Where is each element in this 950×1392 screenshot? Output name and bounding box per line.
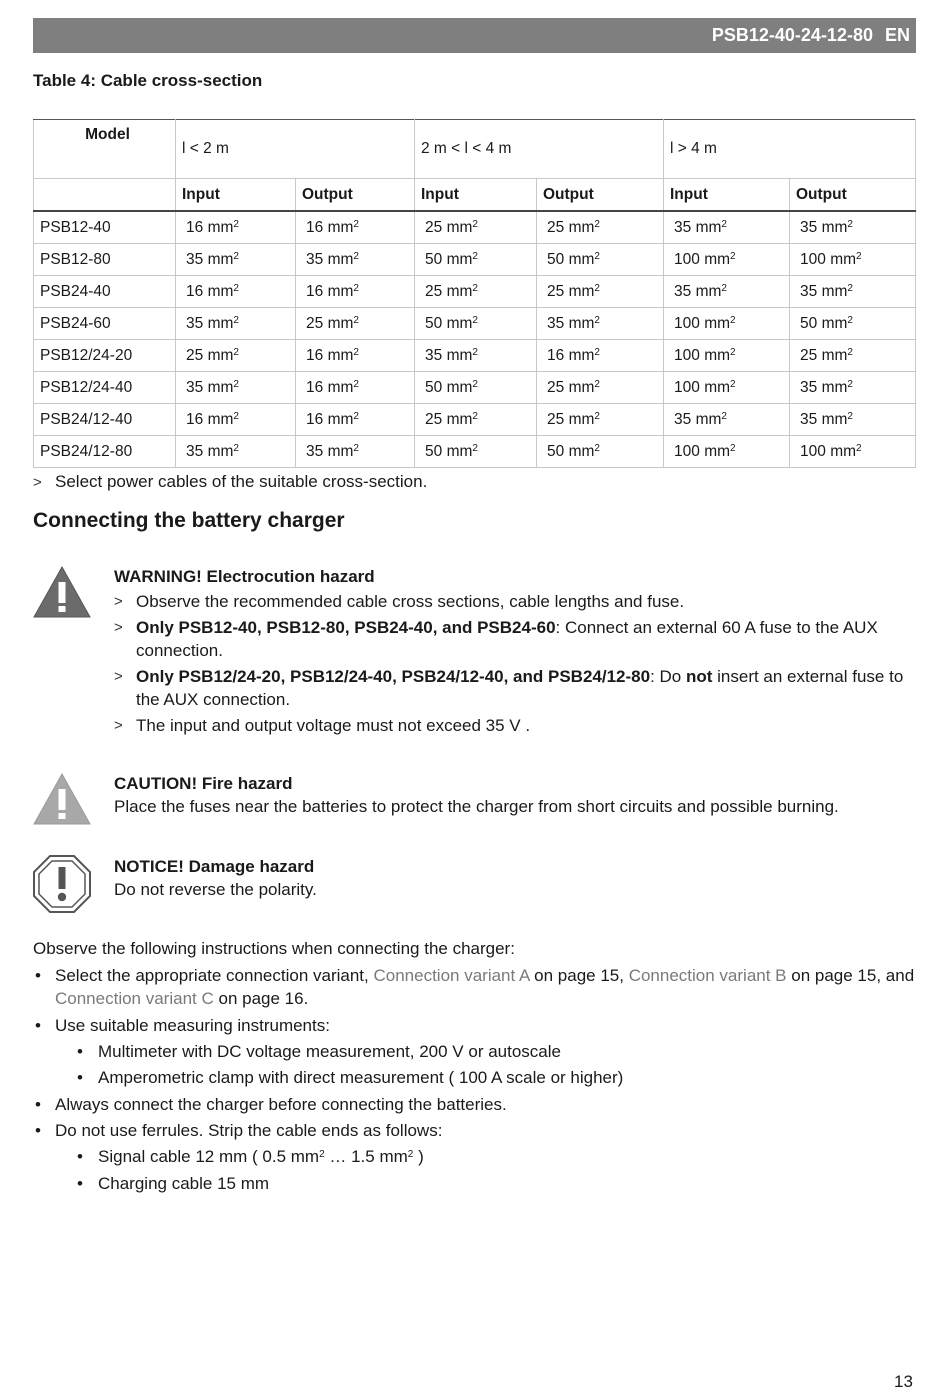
value-cell: 16 $mm^2$ <box>176 276 296 308</box>
page-header-bar <box>33 18 916 53</box>
sub-list-item: • Charging cable 15 mm <box>55 1172 916 1195</box>
value-cell: 16 $mm^2$ <box>176 404 296 436</box>
model-cell: PSB24-40 <box>34 276 176 308</box>
sub-header: Output <box>537 179 664 212</box>
value-cell: 35 $mm^2$ <box>664 276 790 308</box>
value-cell: 16 $mm^2$ <box>296 211 415 244</box>
value-cell: 35 $mm^2$ <box>790 276 916 308</box>
list-item: • Select the appropriate connection variant, Connection variant A on page 15, Connection variant B on page 15, and Connection variant C on page 16. <box>33 964 916 1010</box>
value-cell: 50 $mm^2$ <box>415 308 537 340</box>
value-cell: 50 $mm^2$ <box>415 436 537 468</box>
table-row <box>34 340 916 372</box>
value-cell: 16 $mm^2$ <box>537 340 664 372</box>
table-title: Table 4: Cable cross-section <box>33 71 263 90</box>
arrow-icon: > <box>114 717 123 734</box>
sub-header: Output <box>790 179 916 212</box>
table-row <box>34 276 916 308</box>
table-row <box>34 372 916 404</box>
value-cell: 50 $mm^2$ <box>415 244 537 276</box>
connection-variant-b-link[interactable]: Connection variant B <box>628 966 787 985</box>
warning-title: WARNING! Electrocution hazard <box>114 567 375 586</box>
section-title: Connecting the battery charger <box>33 509 345 532</box>
value-cell: 35 $mm^2$ <box>176 436 296 468</box>
value-cell: 35 $mm^2$ <box>296 244 415 276</box>
value-cell: 16 $mm^2$ <box>296 372 415 404</box>
instructions-intro: Observe the following instructions when connecting the charger: <box>33 939 515 958</box>
warning-item: > The input and output voltage must not exceed 35 V . <box>114 716 531 735</box>
warning-item: > Observe the recommended cable cross sections, cable lengths and fuse. <box>114 592 685 611</box>
cable-note <box>33 472 427 492</box>
arrow-icon: > <box>114 668 123 685</box>
notice-title: NOTICE! Damage hazard <box>114 857 315 876</box>
group-header: l < 2 m <box>176 120 415 179</box>
table-row <box>34 436 916 468</box>
model-cell: PSB24-60 <box>34 308 176 340</box>
table-body <box>34 211 916 468</box>
value-cell: 25 $mm^2$ <box>537 211 664 244</box>
value-cell: 100 $mm^2$ <box>790 436 916 468</box>
table-row <box>34 244 916 276</box>
connection-instructions <box>33 937 916 1198</box>
caution-text: Place the fuses near the batteries to protect the charger from short circuits and possible burning. <box>114 797 839 816</box>
model-cell: PSB12-80 <box>34 244 176 276</box>
value-cell: 100 $mm^2$ <box>664 244 790 276</box>
warning-item: > Only PSB12-40, PSB12-80, PSB24-40, and PSB24-60: Connect an external 60 A fuse to the AUX connection. <box>114 618 878 660</box>
model-cell: PSB12/24-40 <box>34 372 176 404</box>
value-cell: 35 $mm^2$ <box>790 372 916 404</box>
model-cell: PSB24/12-40 <box>34 404 176 436</box>
sub-header: Input <box>415 179 537 212</box>
value-cell: 50 $mm^2$ <box>537 436 664 468</box>
model-cell: PSB12-40 <box>34 211 176 244</box>
model-header: Model <box>34 120 176 179</box>
sub-list-item: • Signal cable 12 mm ( 0.5 $mm^2$ … 1.5 $mm^2$ ) <box>55 1145 916 1168</box>
value-cell: 50 $mm^2$ <box>790 308 916 340</box>
value-cell: 25 $mm^2$ <box>415 276 537 308</box>
value-cell: 35 $mm^2$ <box>537 308 664 340</box>
model-cell: PSB12/24-20 <box>34 340 176 372</box>
value-cell: 100 $mm^2$ <box>664 436 790 468</box>
warning-icon <box>33 565 91 623</box>
caution-block <box>33 772 916 832</box>
value-cell: 16 $mm^2$ <box>296 340 415 372</box>
table-row <box>34 404 916 436</box>
warning-item: > Only PSB12/24-20, PSB12/24-40, PSB24/12-40, and PSB24/12-80: Do not insert an external fuse to the AUX connection. <box>114 667 904 709</box>
value-cell: 100 $mm^2$ <box>664 308 790 340</box>
value-cell: 35 $mm^2$ <box>176 244 296 276</box>
value-cell: 16 $mm^2$ <box>296 276 415 308</box>
sub-list-item: • Multimeter with DC voltage measurement, 200 V or autoscale <box>55 1040 916 1063</box>
value-cell: 50 $mm^2$ <box>537 244 664 276</box>
value-cell: 100 $mm^2$ <box>664 340 790 372</box>
arrow-icon: > <box>33 474 42 491</box>
list-item: • Do not use ferrules. Strip the cable ends as follows: • Signal cable 12 mm ( 0.5 $mm^2$ … 1.5 $mm^2$ ) • Charging cable 15 mm <box>33 1119 916 1195</box>
value-cell: 25 $mm^2$ <box>537 404 664 436</box>
value-cell: 25 $mm^2$ <box>415 404 537 436</box>
list-item: • Use suitable measuring instruments: • Multimeter with DC voltage measurement, 200 V or autoscale • Amperometric clamp with direct measurement ( 100 A scale or higher) <box>33 1014 916 1090</box>
value-cell: 35 $mm^2$ <box>176 308 296 340</box>
value-cell: 16 $mm^2$ <box>296 404 415 436</box>
caution-title: CAUTION! Fire hazard <box>114 774 293 793</box>
group-header: 2 m < l < 4 m <box>415 120 664 179</box>
value-cell: 35 $mm^2$ <box>790 211 916 244</box>
notice-icon <box>33 855 91 913</box>
value-cell: 25 $mm^2$ <box>790 340 916 372</box>
note-text: Select power cables of the suitable cross-section. <box>55 472 428 491</box>
notice-text: Do not reverse the polarity. <box>114 880 317 899</box>
page-number: 13 <box>894 1372 913 1391</box>
sub-header: Output <box>296 179 415 212</box>
sub-header: Input <box>664 179 790 212</box>
sub-list-item: • Amperometric clamp with direct measurement ( 100 A scale or higher) <box>55 1066 916 1089</box>
arrow-icon: > <box>114 593 123 610</box>
value-cell: 100 $mm^2$ <box>790 244 916 276</box>
value-cell: 35 $mm^2$ <box>415 340 537 372</box>
language-code: EN <box>884 25 910 45</box>
value-cell: 16 $mm^2$ <box>176 211 296 244</box>
value-cell: 25 $mm^2$ <box>296 308 415 340</box>
notice-block <box>33 855 916 910</box>
value-cell: 35 $mm^2$ <box>790 404 916 436</box>
value-cell: 35 $mm^2$ <box>176 372 296 404</box>
model-cell: PSB24/12-80 <box>34 436 176 468</box>
table-row <box>34 211 916 244</box>
connection-variant-c-link[interactable]: Connection variant C <box>55 989 214 1008</box>
warning-block <box>33 565 916 745</box>
value-cell: 35 $mm^2$ <box>664 211 790 244</box>
arrow-icon: > <box>114 619 123 636</box>
cable-cross-section-table <box>33 119 916 468</box>
connection-variant-a-link[interactable]: Connection variant A <box>373 966 530 985</box>
value-cell: 25 $mm^2$ <box>176 340 296 372</box>
value-cell: 25 $mm^2$ <box>537 276 664 308</box>
value-cell: 25 $mm^2$ <box>415 211 537 244</box>
sub-header: Input <box>176 179 296 212</box>
value-cell: 100 $mm^2$ <box>664 372 790 404</box>
value-cell: 35 $mm^2$ <box>296 436 415 468</box>
value-cell: 50 $mm^2$ <box>415 372 537 404</box>
value-cell: 25 $mm^2$ <box>537 372 664 404</box>
group-header: l > 4 m <box>664 120 916 179</box>
document-title: PSB12-40-24-12-80 <box>711 25 873 45</box>
table-row <box>34 308 916 340</box>
caution-icon <box>33 772 91 830</box>
value-cell: 35 $mm^2$ <box>664 404 790 436</box>
empty-header-cell <box>34 179 176 212</box>
list-item: • Always connect the charger before connecting the batteries. <box>33 1093 916 1116</box>
